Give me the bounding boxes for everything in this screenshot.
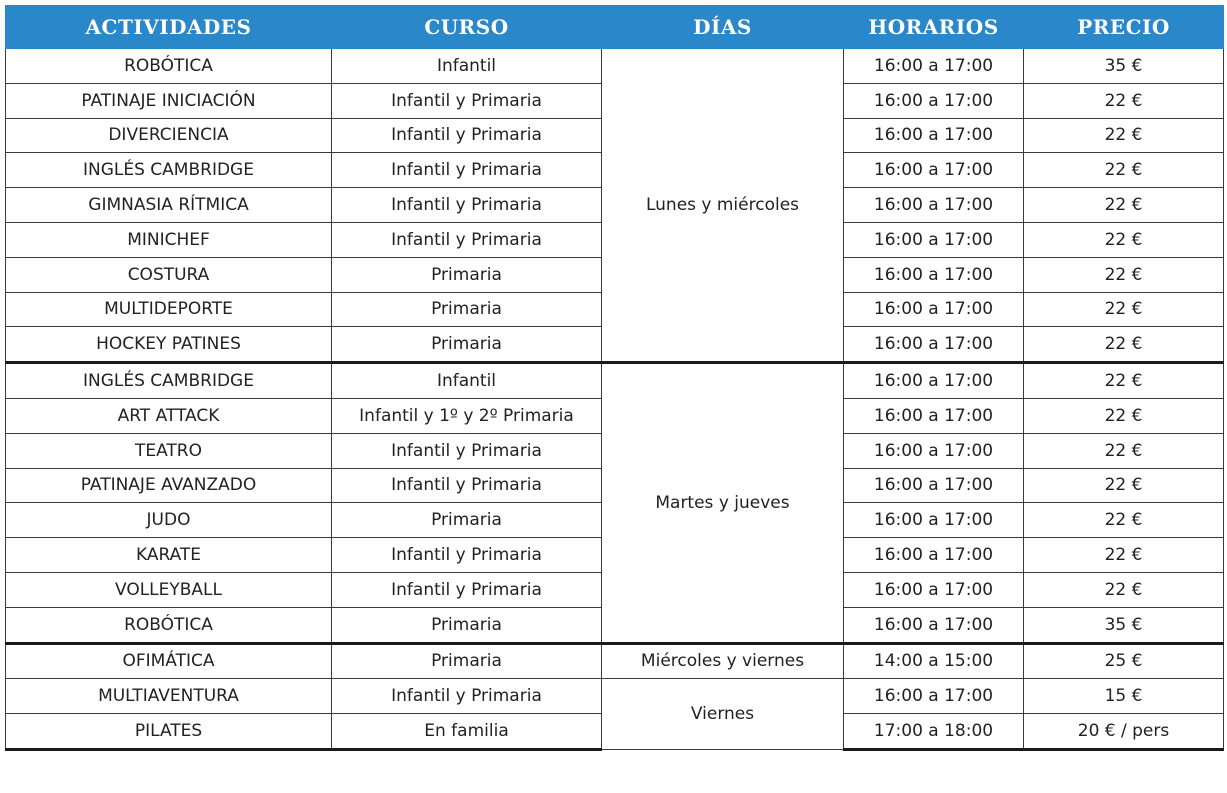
cell-precio: 35 € <box>1024 607 1224 643</box>
cell-curso: Infantil y Primaria <box>332 679 602 714</box>
cell-horario: 16:00 a 17:00 <box>844 257 1024 292</box>
header-horarios: HORARIOS <box>844 6 1024 49</box>
cell-actividad: VOLLEYBALL <box>6 572 332 607</box>
cell-actividad: PATINAJE AVANZADO <box>6 468 332 503</box>
cell-actividad: PILATES <box>6 714 332 750</box>
cell-precio: 22 € <box>1024 327 1224 363</box>
cell-precio: 22 € <box>1024 363 1224 399</box>
cell-actividad: HOCKEY PATINES <box>6 327 332 363</box>
cell-curso: Infantil y Primaria <box>332 433 602 468</box>
cell-actividad: COSTURA <box>6 257 332 292</box>
cell-curso: Infantil y Primaria <box>332 188 602 223</box>
cell-horario: 16:00 a 17:00 <box>844 607 1024 643</box>
cell-precio: 22 € <box>1024 538 1224 573</box>
cell-horario: 16:00 a 17:00 <box>844 679 1024 714</box>
header-precio: PRECIO <box>1024 6 1224 49</box>
cell-curso: Primaria <box>332 503 602 538</box>
cell-actividad: OFIMÁTICA <box>6 643 332 679</box>
cell-actividad: INGLÉS CAMBRIDGE <box>6 363 332 399</box>
cell-horario: 16:00 a 17:00 <box>844 292 1024 327</box>
cell-horario: 16:00 a 17:00 <box>844 83 1024 118</box>
cell-precio: 20 € / pers <box>1024 714 1224 750</box>
cell-dias: Martes y jueves <box>602 363 844 643</box>
cell-actividad: ROBÓTICA <box>6 607 332 643</box>
activities-schedule-table <box>5 5 1224 751</box>
cell-horario: 16:00 a 17:00 <box>844 363 1024 399</box>
cell-actividad: INGLÉS CAMBRIDGE <box>6 153 332 188</box>
cell-actividad: JUDO <box>6 503 332 538</box>
cell-curso: Infantil y Primaria <box>332 153 602 188</box>
cell-curso: En familia <box>332 714 602 750</box>
cell-curso: Infantil y Primaria <box>332 572 602 607</box>
cell-dias: Lunes y miércoles <box>602 49 844 363</box>
table-row <box>6 679 1224 714</box>
cell-horario: 16:00 a 17:00 <box>844 503 1024 538</box>
cell-curso: Infantil y Primaria <box>332 222 602 257</box>
cell-horario: 16:00 a 17:00 <box>844 118 1024 153</box>
cell-actividad: MULTIDEPORTE <box>6 292 332 327</box>
cell-curso: Primaria <box>332 292 602 327</box>
cell-horario: 16:00 a 17:00 <box>844 49 1024 84</box>
cell-curso: Primaria <box>332 327 602 363</box>
cell-curso: Primaria <box>332 607 602 643</box>
cell-dias: Miércoles y viernes <box>602 643 844 679</box>
cell-precio: 22 € <box>1024 468 1224 503</box>
cell-precio: 25 € <box>1024 643 1224 679</box>
cell-actividad: GIMNASIA RÍTMICA <box>6 188 332 223</box>
cell-curso: Infantil y Primaria <box>332 118 602 153</box>
cell-actividad: KARATE <box>6 538 332 573</box>
cell-horario: 16:00 a 17:00 <box>844 572 1024 607</box>
cell-precio: 22 € <box>1024 188 1224 223</box>
schedule-table-wrapper <box>5 5 1223 751</box>
cell-actividad: MULTIAVENTURA <box>6 679 332 714</box>
header-dias: DÍAS <box>602 6 844 49</box>
cell-curso: Infantil y Primaria <box>332 468 602 503</box>
cell-actividad: PATINAJE INICIACIÓN <box>6 83 332 118</box>
cell-curso: Infantil y Primaria <box>332 538 602 573</box>
cell-actividad: ROBÓTICA <box>6 49 332 84</box>
cell-precio: 22 € <box>1024 83 1224 118</box>
cell-dias: Viernes <box>602 679 844 750</box>
cell-curso: Primaria <box>332 257 602 292</box>
cell-precio: 22 € <box>1024 257 1224 292</box>
cell-horario: 14:00 a 15:00 <box>844 643 1024 679</box>
cell-horario: 16:00 a 17:00 <box>844 188 1024 223</box>
cell-precio: 22 € <box>1024 572 1224 607</box>
cell-precio: 15 € <box>1024 679 1224 714</box>
cell-precio: 22 € <box>1024 153 1224 188</box>
table-header-row <box>6 6 1224 49</box>
cell-curso: Infantil y Primaria <box>332 83 602 118</box>
cell-curso: Infantil y 1º y 2º Primaria <box>332 398 602 433</box>
cell-precio: 35 € <box>1024 49 1224 84</box>
cell-actividad: ART ATTACK <box>6 398 332 433</box>
cell-precio: 22 € <box>1024 433 1224 468</box>
cell-curso: Primaria <box>332 643 602 679</box>
cell-curso: Infantil <box>332 49 602 84</box>
header-actividades: ACTIVIDADES <box>6 6 332 49</box>
cell-actividad: DIVERCIENCIA <box>6 118 332 153</box>
cell-horario: 16:00 a 17:00 <box>844 468 1024 503</box>
cell-horario: 16:00 a 17:00 <box>844 538 1024 573</box>
table-body <box>6 49 1224 750</box>
cell-precio: 22 € <box>1024 222 1224 257</box>
cell-horario: 17:00 a 18:00 <box>844 714 1024 750</box>
table-row <box>6 643 1224 679</box>
cell-horario: 16:00 a 17:00 <box>844 433 1024 468</box>
cell-horario: 16:00 a 17:00 <box>844 327 1024 363</box>
cell-horario: 16:00 a 17:00 <box>844 398 1024 433</box>
cell-precio: 22 € <box>1024 292 1224 327</box>
cell-precio: 22 € <box>1024 118 1224 153</box>
cell-curso: Infantil <box>332 363 602 399</box>
cell-horario: 16:00 a 17:00 <box>844 153 1024 188</box>
cell-actividad: MINICHEF <box>6 222 332 257</box>
cell-horario: 16:00 a 17:00 <box>844 222 1024 257</box>
cell-actividad: TEATRO <box>6 433 332 468</box>
header-curso: CURSO <box>332 6 602 49</box>
table-row <box>6 49 1224 84</box>
cell-precio: 22 € <box>1024 398 1224 433</box>
table-row <box>6 363 1224 399</box>
cell-precio: 22 € <box>1024 503 1224 538</box>
